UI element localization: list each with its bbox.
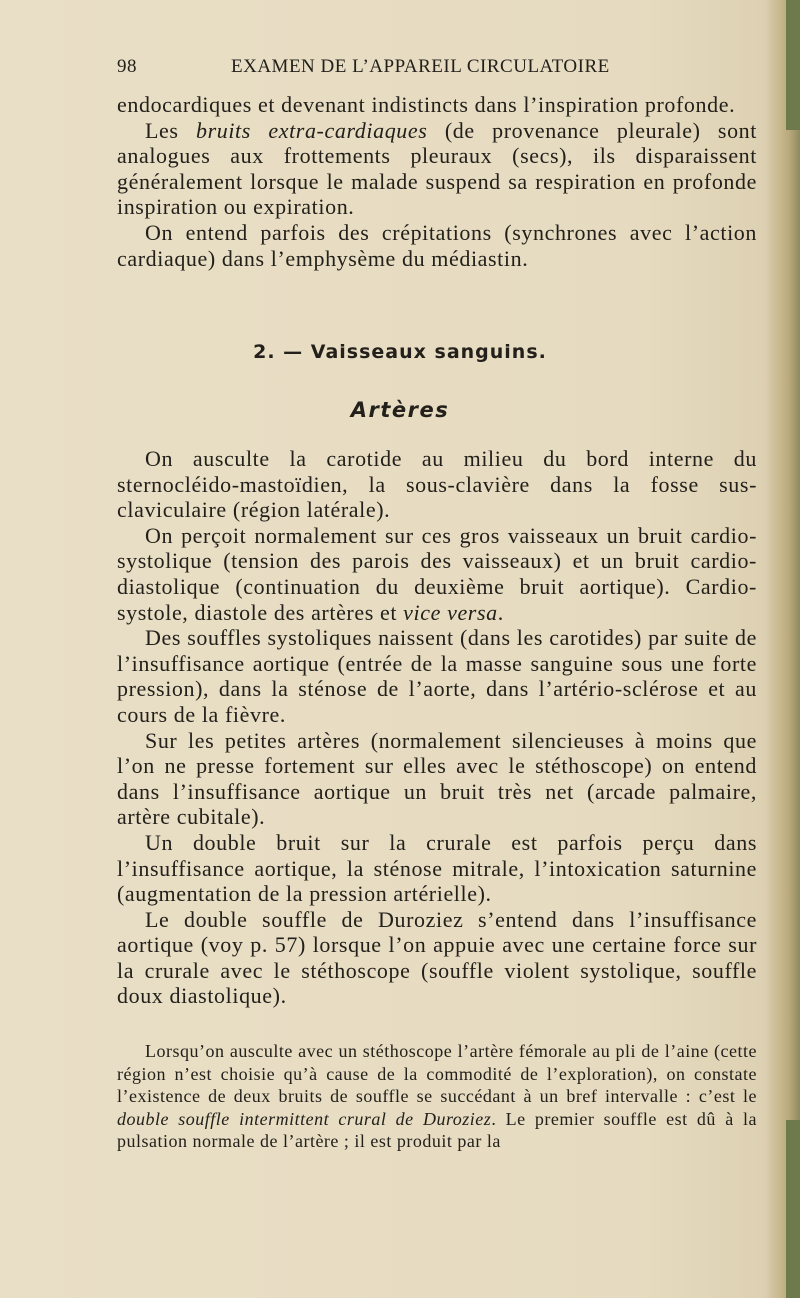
intro-paragraph-2: Les bruits extra-cardiaques (de provenance pleurale) sont analogues aux frottements pleuraux (secs), ils disparaissent généralement lorsque le malade suspend sa respiration en profonde inspiration ou expiration.	[117, 117, 757, 220]
arteres-paragraph-2: On perçoit normalement sur ces gros vaisseaux un bruit cardio-systolique (tension des parois des vaisseaux) et un bruit cardio-diastolique (continuation du deuxième bruit aortique). Cardio-systole, diastole des artères et vice versa.	[117, 522, 757, 625]
arteres-paragraph-1: On ausculte la carotide au milieu du bord interne du sternocléido-mastoïdien, la sous-clavière dans la fosse sus-claviculaire (région latérale).	[117, 446, 757, 523]
arteres-paragraph-3: Des souffles systoliques naissent (dans les carotides) par suite de l’insuffisance aortique (entrée de la masse sanguine sous une forte pression), dans la sténose de l’aorte, dans l’artério-sclérose et au cours de la fièvre.	[117, 625, 757, 727]
emphasis-double-souffle: double souffle intermittent crural de Duroziez	[117, 1108, 492, 1129]
arteres-block	[117, 446, 757, 1009]
footnote-paragraph: Lorsqu’on ausculte avec un stéthoscope l’artère fémorale au pli de l’aine (cette région n’est choisie qu’à cause de la commodité de l’exploration), on constate l’existence de deux bruits de souffle se succédant à un bref intervalle : c’est le double souffle intermittent crural de Duroziez. Le premier souffle est dû à la pulsation normale de l’artère ; il est produit par la	[117, 1041, 757, 1151]
arteres-paragraph-5: Un double bruit sur la crurale est parfois perçu dans l’insuffisance aortique, la sténose mitrale, l’intoxication saturnine (augmentation de la pression artérielle).	[117, 829, 757, 907]
running-title: EXAMEN DE L’APPAREIL CIRCULATOIRE	[231, 56, 610, 77]
emphasis-bruits-extra-cardiaques: bruits extra-cardiaques	[195, 117, 428, 143]
emphasis-vice-versa: vice versa	[403, 599, 498, 625]
footnote-block	[117, 1040, 757, 1153]
arteres-paragraph-4: Sur les petites artères (normalement silencieuses à moins que l’on ne presse fortement sur elles avec le stéthoscope) on entend dans l’insuffisance aortique un bruit très net (arcade palmaire, artère cubitale).	[117, 727, 757, 830]
sub-heading-arteres: Artères	[350, 398, 450, 422]
page-number: 98	[117, 56, 137, 77]
intro-block	[117, 92, 757, 271]
intro-paragraph-3: On entend parfois des crépitations (synchrones avec l’action cardiaque) dans l’emphysème du médiastin.	[117, 219, 757, 271]
arteres-paragraph-6: Le double souffle de Duroziez s’entend dans l’insuffisance aortique (voy p. 57) lorsque l’on appuie avec une certaine force sur la crurale avec le stéthoscope (souffle violent systolique, souffle doux diastolique).	[117, 906, 757, 1009]
intro-paragraph-1: endocardiques et devenant indistincts dans l’inspiration profonde.	[117, 92, 736, 117]
section-heading: 2. — Vaisseaux sanguins.	[253, 341, 547, 363]
page-header	[117, 56, 647, 82]
page-spine-edge	[766, 0, 800, 1298]
